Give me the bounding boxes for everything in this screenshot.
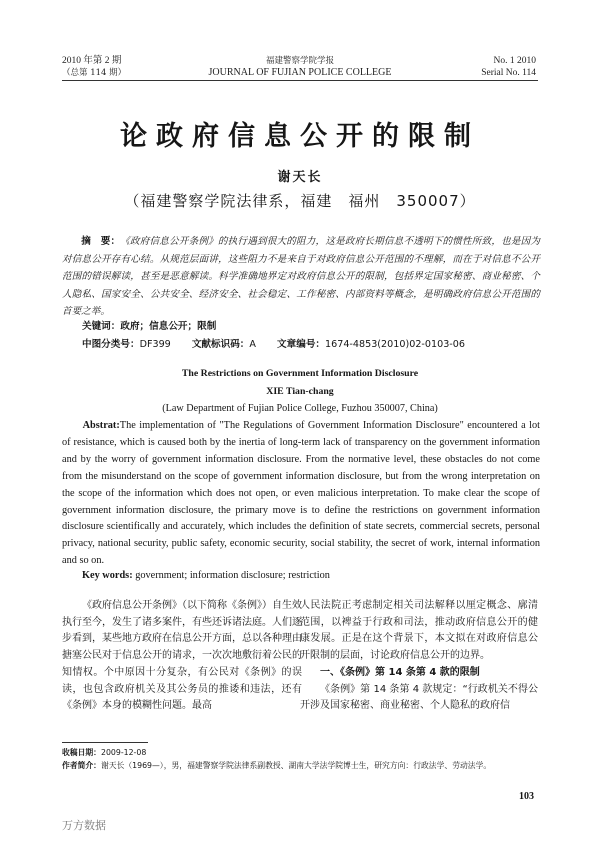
- header-rule: [62, 80, 538, 81]
- body-paragraph: 《条例》第 14 条第 4 款规定：“行政机关不得公开涉及国家秘密、商业秘密、个人隐私的政府信: [300, 683, 538, 712]
- keywords-en-label: Key words:: [82, 570, 133, 581]
- affiliation-cn: （福建警察学院法律系，福建 福州 350007）: [124, 192, 476, 210]
- abstract-cn-text: 《政府信息公开条例》的执行遇到很大的阻力，这是政府长期信息不透明下的惯性所致，也是因为对信息公开存有心结。从规范层面讲，这些阻力不是来自于对政府信息公开范围的不理解，而在于对信息不公开范围的错误解读，甚至是恶意解读。科学准确地界定对政府信息公开的限制，包括界定国家秘密、商业秘密、个人隐私、国家安全、公共安全、经济安全、社会稳定、工作秘密、内部资料等概念，是明确政府信息公开范围的首要之举。: [62, 236, 540, 318]
- serial-info: [481, 55, 536, 79]
- clc-label: 中图分类号：: [82, 339, 140, 350]
- issue-year-number: 2010 年第 2 期: [62, 56, 122, 66]
- keywords-cn: [82, 318, 216, 332]
- classification-line: [82, 336, 465, 350]
- keywords-cn-text: 政府；信息公开；限制: [120, 321, 217, 332]
- journal-name-cn: 福建警察学院学报: [265, 56, 334, 66]
- received-label: 收稿日期：: [62, 748, 101, 757]
- footnote-received-date: [62, 746, 146, 759]
- article-title-en: The Restrictions on Government Information Disclosure: [181, 368, 419, 379]
- serial-no-en: Serial No. 114: [481, 68, 536, 78]
- footnote-rule: [62, 742, 148, 743]
- keywords-cn-label: 关键词：: [82, 321, 121, 332]
- article-no-label: 文章编号：: [277, 339, 326, 350]
- author-cn: 谢天长: [277, 170, 323, 185]
- issue-info: [62, 55, 126, 79]
- watermark: 万方数据: [62, 819, 106, 832]
- bio-label: 作者简介：: [62, 761, 101, 770]
- abstract-en: [62, 418, 540, 570]
- issue-total-number: （总第 114 期）: [62, 68, 127, 78]
- author-en: XIE Tian-chang: [266, 386, 334, 397]
- body-paragraph: 《政府信息公开条例》（以下简称《条例》）自生效执行至今，发生了诸多案件，有些还诉诸法庭。人们逐步看到，某些地方政府在信息公开方面，总以各种理由搪塞公民对于信息公开的请求，一次次地敷衍着公民的知情权。个中原因十分复杂，有公民对《条例》的误读，也包含政府机关及其公务员的推诿和违法，还有《条例》本身的模糊性问题。最高: [62, 600, 302, 712]
- abstract-cn: [62, 233, 540, 321]
- body-paragraph-continued: 人民法院正考虑制定相关司法解释以厘定概念、廓清范围，以裨益于行政和司法，推动政府信息公开的健康发展。正是在这个背景下，本文拟在对政府信息公开限制的层面，讨论政府信息公开的边界。: [300, 600, 538, 662]
- doc-code-value: A: [249, 339, 256, 350]
- received-value: 2009-12-08: [100, 748, 147, 757]
- keywords-en: [82, 570, 330, 581]
- journal-name-en: JOURNAL OF FUJIAN POLICE COLLEGE: [208, 67, 392, 78]
- section-heading: 一、《条例》第 14 条第 4 款的限制: [320, 666, 480, 678]
- issue-no-en: No. 1 2010: [493, 56, 536, 66]
- article-no-value: 1674-4853(2010)02-0103-06: [325, 339, 465, 350]
- abstract-en-text: The implementation of "The Regulations of Government Information Disclosure" encountered a lot of resistance, which is caused both by the inertia of long-term lack of transparency on the government information and by the worry of government information disclosure. From the normative level, these obstacles do not come from the misunderstand on the scope of government information disclosure, but from the wrong interpretation on the scope of the information which does not open, or even malicious interpretation. To make clear the scope of government information disclosure, the primary move is to define the restrictions on government information disclosure scientifically and accurately, which includes the definition of state secrets, commercial secrets, personal privacy, national security, public safety, economic security, social stability, the secret of work, internal information and so on.: [62, 420, 540, 567]
- body-column-right: [300, 598, 538, 715]
- abstract-en-label: Abstrat:: [82, 420, 120, 431]
- footnote-author-bio: [62, 759, 491, 772]
- article-title-cn: 论政府信息公开的限制: [120, 121, 480, 152]
- bio-value: 谢天长（1969—），男，福建警察学院法律系副教授、湖南大学法学院博士生，研究方向：行政法学、劳动法学。: [100, 761, 492, 770]
- doc-code-label: 文献标识码：: [191, 339, 250, 350]
- clc-value: DF399: [139, 339, 171, 350]
- keywords-en-text: government; information disclosure; restriction: [135, 570, 330, 581]
- journal-name: [150, 55, 450, 79]
- page-number: 103: [519, 791, 534, 802]
- abstract-cn-label: 摘 要：: [81, 236, 121, 247]
- body-column-left: [62, 598, 302, 715]
- affiliation-en: (Law Department of Fujian Police College, Fuzhou 350007, China): [162, 403, 438, 414]
